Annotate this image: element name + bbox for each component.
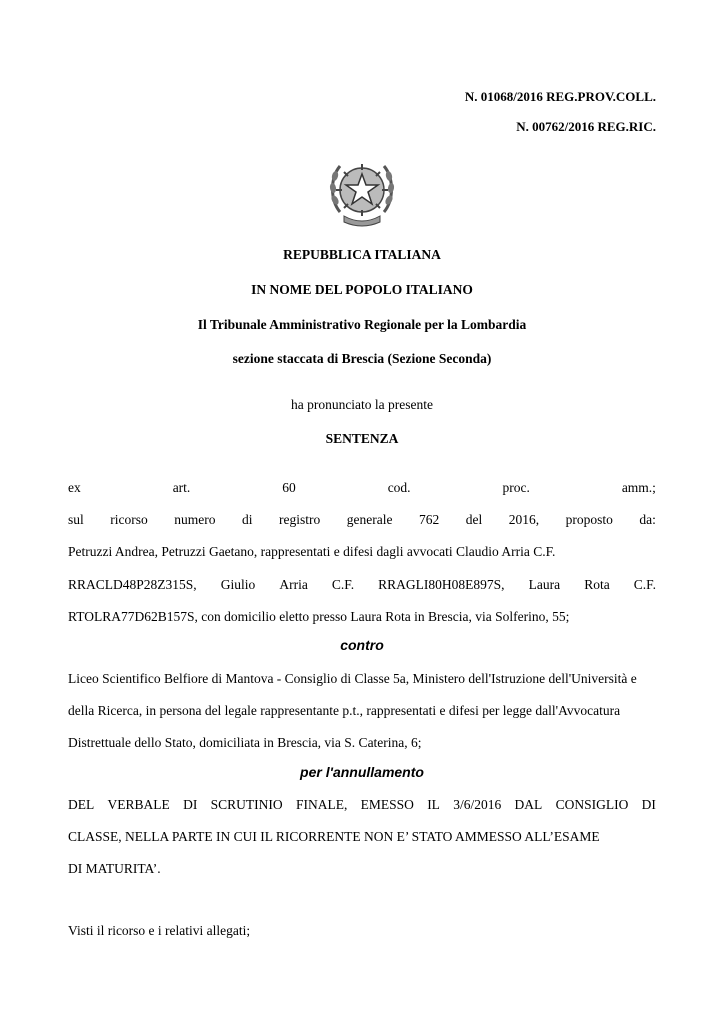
- line-parties-3: RTOLRA77D62B157S, con domicilio eletto presso Laura Rota in Brescia, via Solferino, 55;: [68, 609, 570, 624]
- contro-line-1: Liceo Scientifico Belfiore di Mantova - Consiglio di Classe 5a, Ministero dell'Istruzione dell'Università e: [68, 671, 637, 686]
- header-republic: REPUBBLICA ITALIANA: [283, 247, 441, 262]
- header-sentence-type: SENTENZA: [325, 431, 399, 446]
- header-pronounced: ha pronunciato la presente: [290, 397, 434, 412]
- object-line-3: DI MATURITA’.: [68, 861, 161, 876]
- word: C.F.: [331, 577, 355, 592]
- word: Giulio: [220, 577, 256, 592]
- header-people: IN NOME DEL POPOLO ITALIANO: [251, 282, 473, 297]
- word: da:: [639, 512, 656, 527]
- word: RRACLD48P28Z315S,: [68, 577, 197, 592]
- object-line-2: CLASSE, NELLA PARTE IN CUI IL RICORRENTE NON E’ STATO AMMESSO ALL’ESAME: [68, 829, 600, 844]
- word: Rota: [584, 577, 610, 592]
- line-parties-2: [68, 577, 656, 593]
- word: Arria: [279, 577, 308, 592]
- word: VERBALE: [107, 797, 170, 812]
- contro-line-3: Distrettuale dello Stato, domiciliata in Brescia, via S. Caterina, 6;: [68, 735, 422, 750]
- word: 2016,: [508, 512, 540, 527]
- word: IL: [427, 797, 440, 812]
- registry-ric: N. 00762/2016 REG.RIC.: [516, 119, 656, 134]
- header-court: Il Tribunale Amministrativo Regionale per la Lombardia: [197, 317, 527, 332]
- heading-annullamento: per l'annullamento: [300, 764, 424, 780]
- line-parties-1: Petruzzi Andrea, Petruzzi Gaetano, rappresentati e difesi dagli avvocati Claudio Arria C.F.: [68, 544, 556, 559]
- registry-prov-coll: N. 01068/2016 REG.PROV.COLL.: [464, 89, 656, 104]
- heading-contro: contro: [340, 637, 384, 653]
- word: generale: [346, 512, 393, 527]
- line-ex-art: [68, 480, 656, 496]
- contro-line-2: della Ricerca, in persona del legale rappresentante p.t., rappresentati e difesi per legge dall'Avvocatura: [68, 703, 621, 718]
- line-ricorso: [68, 512, 656, 528]
- italian-republic-emblem-icon: [326, 150, 398, 230]
- word: 762: [419, 512, 440, 527]
- word: DAL: [514, 797, 543, 812]
- word: 60: [282, 480, 296, 495]
- header-section: sezione staccata di Brescia (Sezione Seconda): [232, 351, 492, 366]
- word: CONSIGLIO: [555, 797, 629, 812]
- word: proc.: [502, 480, 530, 495]
- word: RRAGLI80H08E897S,: [378, 577, 505, 592]
- word: cod.: [387, 480, 411, 495]
- word: ex: [68, 480, 81, 495]
- word: DEL: [68, 797, 95, 812]
- object-line-1: [68, 797, 656, 813]
- word: DI: [183, 797, 198, 812]
- word: FINALE,: [295, 797, 348, 812]
- word: 3/6/2016: [453, 797, 502, 812]
- word: amm.;: [621, 480, 656, 495]
- word: Laura: [528, 577, 561, 592]
- word: SCRUTINIO: [210, 797, 283, 812]
- word: di: [242, 512, 253, 527]
- word: C.F.: [633, 577, 656, 592]
- word: art.: [172, 480, 191, 495]
- word: EMESSO: [360, 797, 414, 812]
- visti-line: Visti il ricorso e i relativi allegati;: [68, 923, 251, 938]
- word: numero: [174, 512, 216, 527]
- word: ricorso: [110, 512, 148, 527]
- word: sul: [68, 512, 84, 527]
- word: proposto: [565, 512, 613, 527]
- word: registro: [279, 512, 321, 527]
- word: del: [465, 512, 483, 527]
- word: DI: [641, 797, 656, 812]
